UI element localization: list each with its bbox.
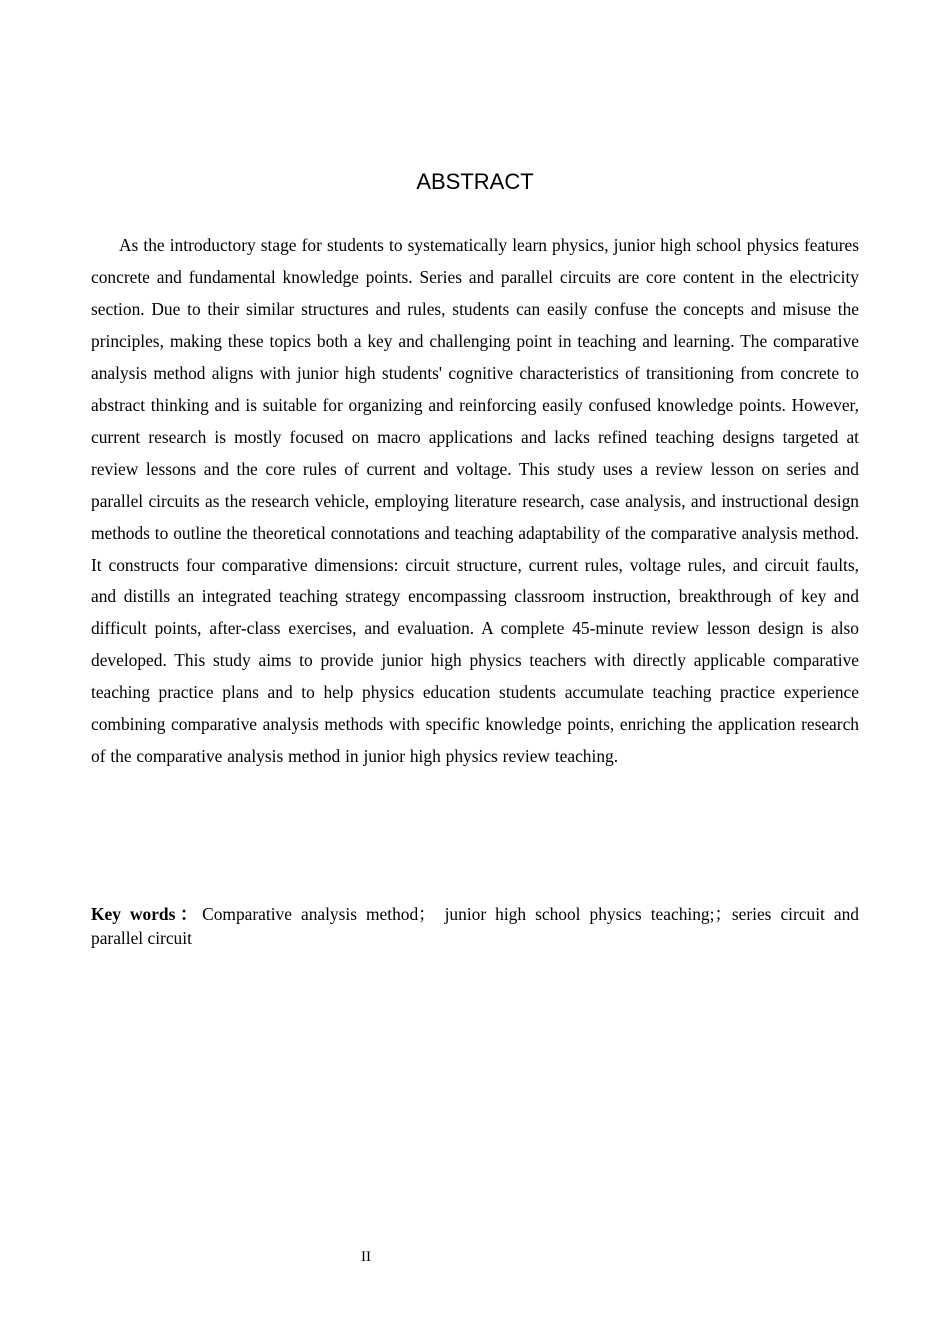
abstract-body: As the introductory stage for students to systematically learn physics, junior high school physics features concrete and fundamental knowledge points. Series and parallel circuits are core content in the electricity section. Due to their similar structures and rules, students can easily confuse the concepts and misuse the principles, making these topics both a key and challenging point in teaching and learning. The comparative analysis method aligns with junior high students' cognitive characteristics of transitioning from concrete to abstract thinking and is suitable for organizing and reinforcing easily confused knowledge points. However, current research is mostly focused on macro applications and lacks refined teaching designs targeted at review lessons and the core rules of current and voltage. This study uses a review lesson on series and parallel circuits as the research vehicle, employing literature research, case analysis, and instructional design methods to outline the theoretical connotations and teaching adaptability of the comparative analysis method. It constructs four comparative dimensions: circuit structure, current rules, voltage rules, and circuit faults, and distills an integrated teaching strategy encompassing classroom instruction, breakthrough of key and difficult points, after-class exercises, and evaluation. A complete 45-minute review lesson design is also developed. This study aims to provide junior high physics teachers with directly applicable comparative teaching practice plans and to help physics education students accumulate teaching practice experience combining comparative analysis methods with specific knowledge points, enriching the application research of the comparative analysis method in junior high physics review teaching.: [91, 235, 859, 767]
abstract-title: ABSTRACT: [416, 169, 534, 194]
page-number: II: [361, 1249, 371, 1265]
keywords-line: [91, 902, 859, 950]
keywords-label: Key words：: [91, 904, 203, 924]
keywords-text: Comparative analysis method； junior high school physics teaching;；series circuit and parallel circuit: [91, 904, 860, 948]
